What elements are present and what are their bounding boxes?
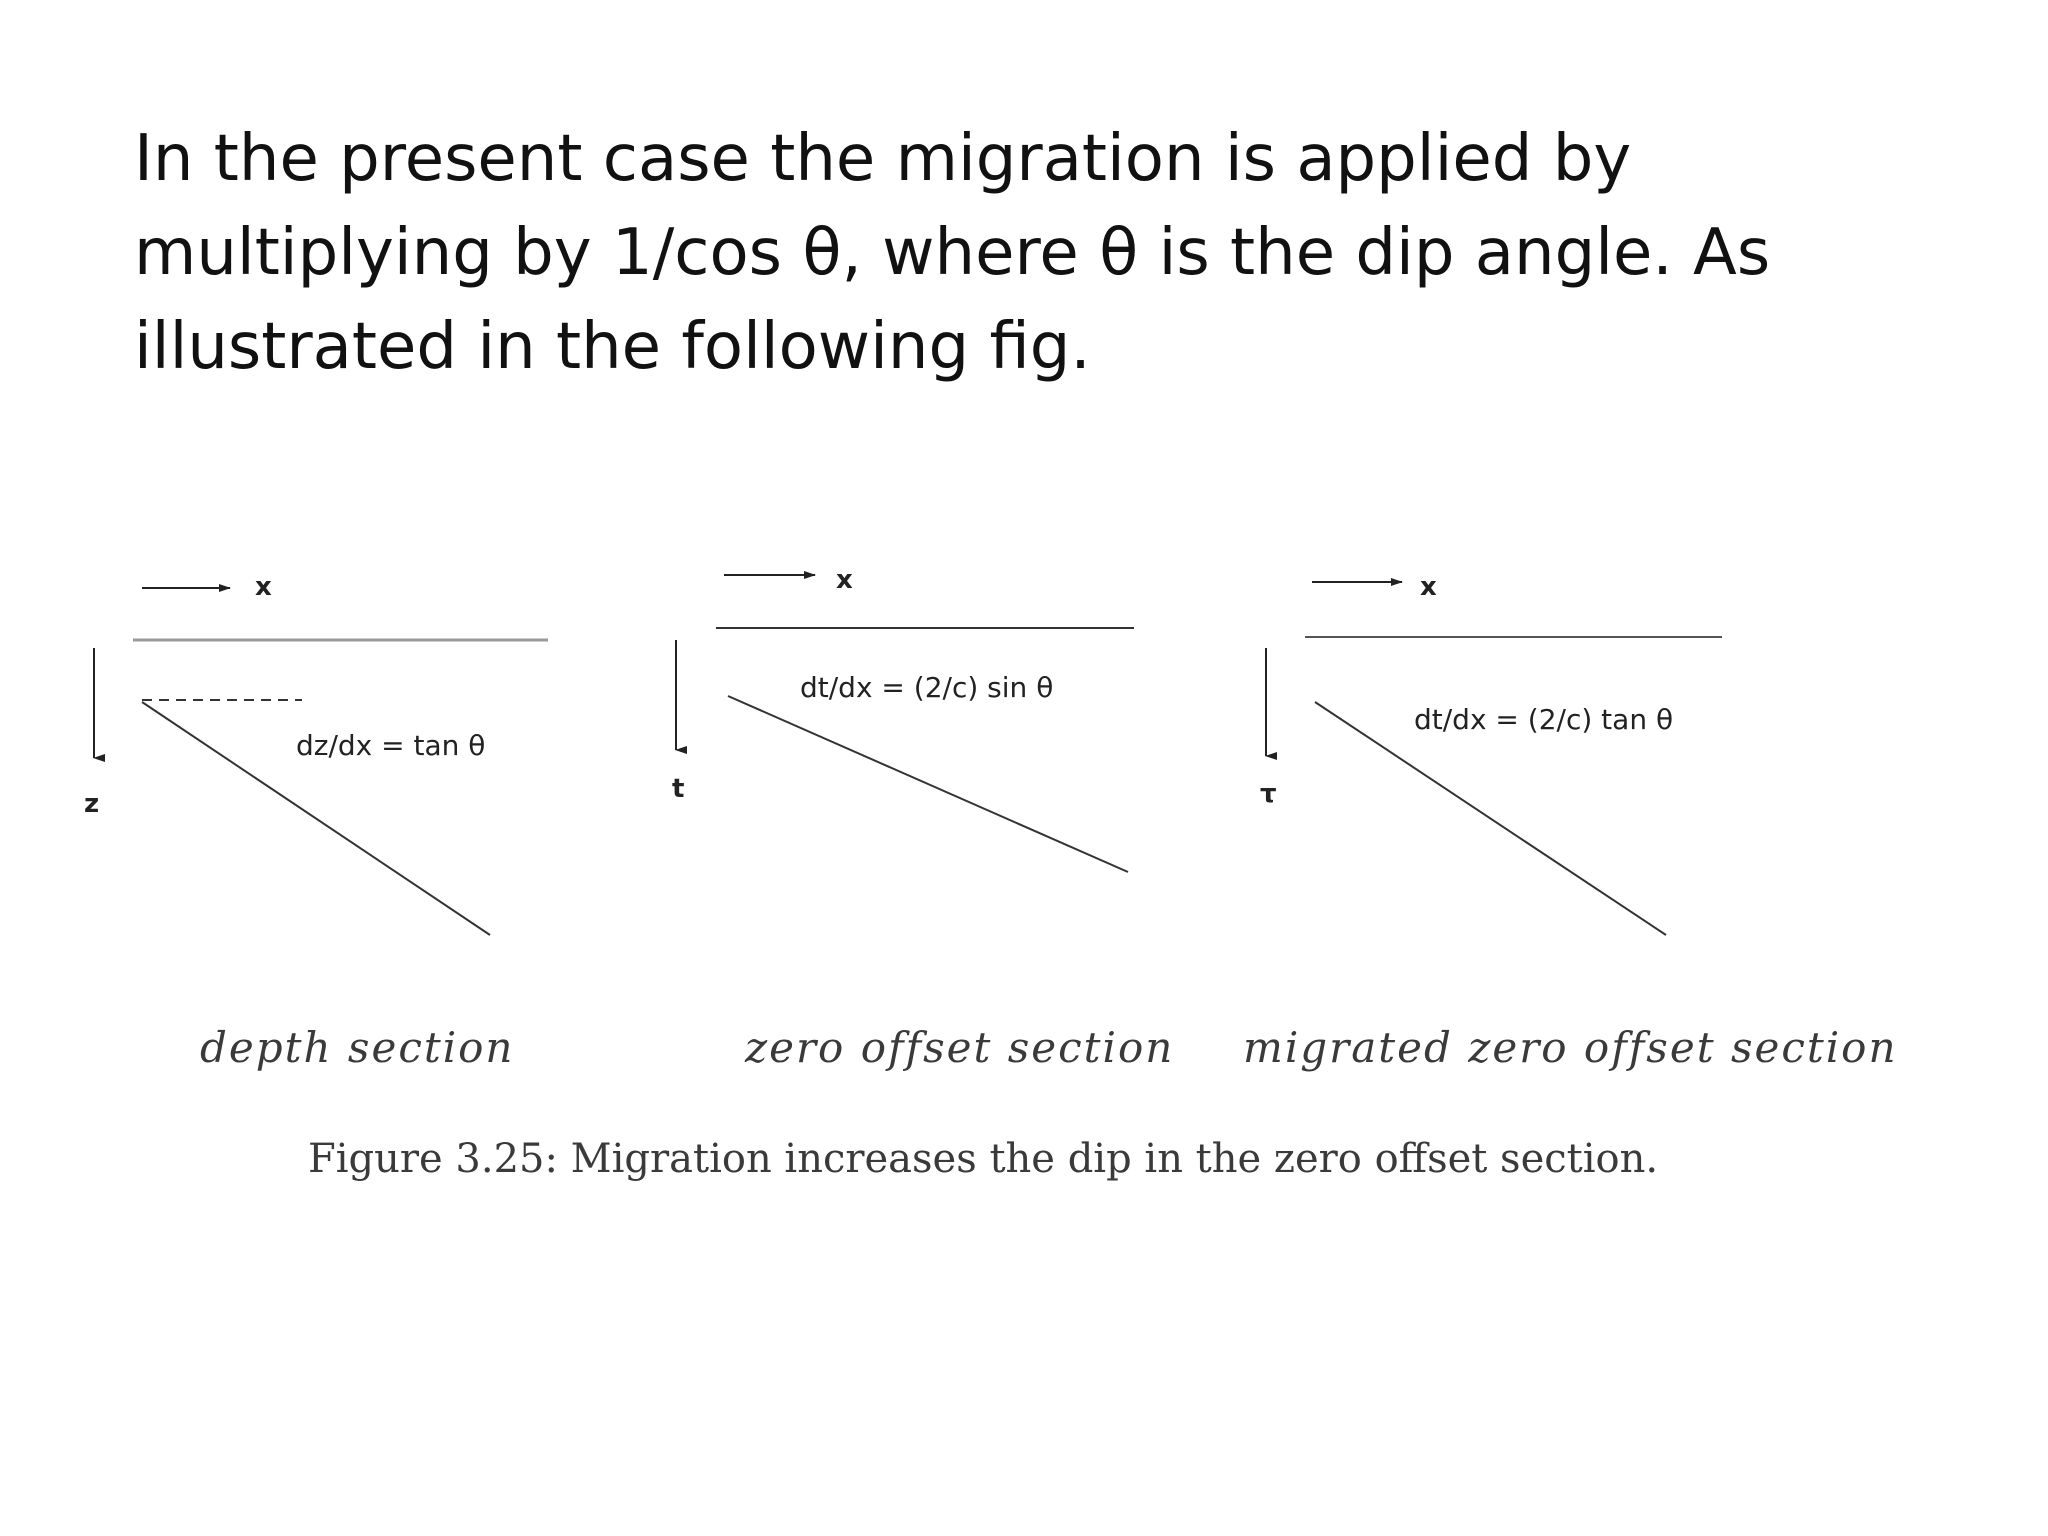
slope-label: dz/dx = tan θ	[296, 729, 486, 762]
dipping-reflector	[728, 696, 1128, 872]
panel-migrated-zero-offset-section	[1243, 572, 1898, 1072]
vertical-axis-label: t	[672, 774, 685, 804]
slope-label: dt/dx = (2/c) sin θ	[800, 671, 1054, 704]
figure-caption: Figure 3.25: Migration increases the dip in the zero offset section.	[308, 1136, 1659, 1182]
dipping-reflector	[1315, 702, 1666, 935]
vertical-axis-label: z	[84, 789, 100, 819]
panel-caption: migrated zero offset section	[1243, 1023, 1898, 1072]
x-axis-label: x	[1420, 572, 1437, 602]
slide-text-line: In the present case the migration is applied by	[134, 122, 1632, 196]
vertical-axis-label: τ	[1260, 779, 1277, 809]
panel-caption: zero offset section	[745, 1023, 1175, 1072]
panel-caption: depth section	[200, 1023, 515, 1072]
panel-zero-offset-section	[672, 565, 1174, 1072]
slope-label: dt/dx = (2/c) tan θ	[1414, 703, 1674, 736]
slide-text-line: multiplying by 1/cos θ, where θ is the dip angle. As	[134, 216, 1771, 290]
x-axis-label: x	[836, 565, 853, 595]
slide-text-line: illustrated in the following fig.	[134, 310, 1091, 384]
panel-depth-section	[84, 572, 548, 1072]
x-axis-label: x	[255, 572, 272, 602]
